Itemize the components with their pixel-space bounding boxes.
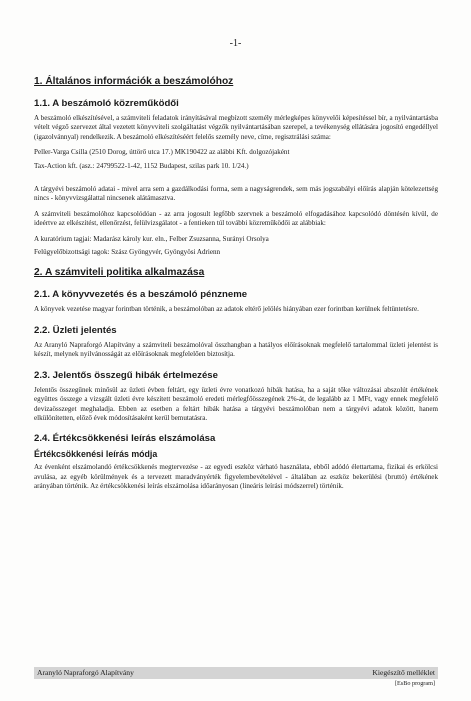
responsible-company: Tax-Action kft. (asz.: 24799522-1-42, 1152 Budapest, szilas park 10. 1/24.) xyxy=(34,161,249,170)
footer-program: [EsBo program] xyxy=(394,680,435,687)
section-2-2-paragraph: Az Aranyló Napraforgó Alapítvány a számviteli beszámolóval összhangban a hatályos előírásoknak megfelelő tartalommal üzleti jelentést is készít, melynek nyilvánosságát az előírásoknak megfelelően biztosítja. xyxy=(34,340,438,359)
section-2-4-subtitle: Értékcsökkenési leírás módja xyxy=(34,449,158,460)
footer-organization: Aranyló Napraforgó Alapítvány xyxy=(37,668,134,677)
section-2-1-paragraph: A könyvek vezetése magyar forintban történik, a beszámolóban az adatok eltérő jelölés hiányában ezer forintban kerülnek feltüntetésre. xyxy=(34,305,419,314)
page-number: -1- xyxy=(229,38,242,49)
section-1-title: 1. Általános információk a beszámolóhoz xyxy=(34,76,234,87)
section-1-1-paragraph-3: A számviteli beszámolóhoz kapcsolódóan - az arra jogosult legfőbb szervnek a beszámoló elfogadásához kapcsolódó döntésén kívül, de ideértve az elkészítést, ellenőrzést, felülvizsgálatot - a fentieken túl további közreműködői az alábbiak: xyxy=(34,209,438,228)
document-body xyxy=(34,76,438,498)
supervisory-members: Felügyelőbizottsági tagok: Szász Gyöngyvér, Gyöngyösi Adrienn xyxy=(34,248,221,257)
section-1-1-paragraph-2: A tárgyévi beszámoló adatai - mivel arra sem a gazdálkodási forma, sem a nagyságrendek, sem más jogszabályi előírás alapján kötelezettség nincs - könyvvizsgálattal nincsenek alátámasztva. xyxy=(34,185,438,203)
page-footer xyxy=(34,667,438,693)
board-members: A kuratórium tagjai: Madarász károly kur. eln., Felber Zsuzsanna, Surányi Orsolya xyxy=(34,234,269,243)
section-2-1-title: 2.1. A könyvvezetés és a beszámoló pénzneme xyxy=(34,289,248,301)
footer-document-type: Kiegészítő melléklet xyxy=(372,668,435,677)
section-2-4-paragraph: Az évenként elszámolandó értékcsökkenés megtervezése - az egyedi eszköz várható használata, ebből adódó élettartama, fizikai és erkölcsi avulása, az egyéb körülmények és a tervezett maradványérték figyelembevételével - általában az eszköz bekerülési (bruttó) értékének arányában történik. Az értékcsökkenési leírás elszámolása időarányosan (lineáris leírási módszerrel) történik. xyxy=(34,463,438,491)
responsible-person: Peller-Varga Csilla (2510 Dorog, úttörő utca 17.) MK190422 az alábbi Kft. dolgozójaként xyxy=(34,148,290,157)
section-1-1-title: 1.1. A beszámoló közreműködői xyxy=(34,98,179,109)
section-2-4-title: 2.4. Értékcsökkenési leírás elszámolása xyxy=(34,433,216,445)
section-2-3-paragraph: Jelentős összegűnek minősül az üzleti évben feltárt, egy üzleti évre vonatkozó hibák hatása, ha a saját tőke változásai abszolút értékének együttes összege a vizsgált üzleti évre készített beszámoló eredeti mérlegfőösszegének 2%-át, de legalább az 1 MFt, vagy ennek megfelelő devizaösszeget meghaladja. Ebben az esetben a feltárt hibák hatása a tárgyévi beszámolóban nem a tárgyévi adatok között, hanem elkülönítetten, előző évek módosításaként kerül bemutatásra. xyxy=(34,385,438,422)
section-2-2-title: 2.2. Üzleti jelentés xyxy=(34,324,117,336)
section-2-3-title: 2.3. Jelentős összegű hibák értelmezése xyxy=(34,369,218,381)
section-2-title: 2. A számviteli politika alkalmazása xyxy=(34,267,205,279)
section-1-1-paragraph-1: A beszámoló elkészítésével, a számviteli feladatok irányításával megbízott személy mérlegképes könyvelői képesítéssel bír, a nyilvántartásba vételt végző szervezet által vezetett könyvviteli szolgáltatást végzők nyilvántartásában szerepel, a tevékenység ellátására jogosító engedéllyel (igazolvánnyal) rendelkezik. A beszámoló elkészítéséért felelős személy neve, címe, regisztrálási száma: xyxy=(34,114,438,141)
